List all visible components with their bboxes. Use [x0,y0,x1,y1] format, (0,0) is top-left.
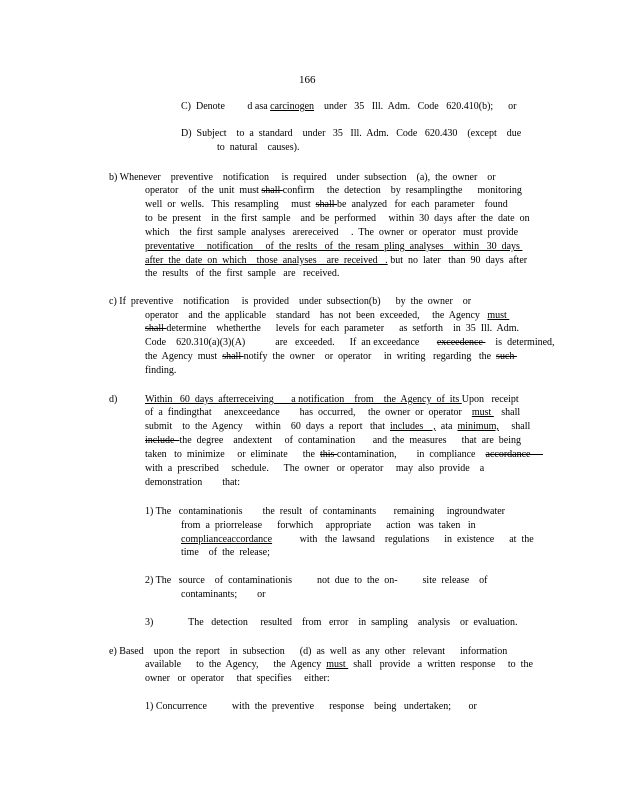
text-run: e) Based upon the report in subsection (d) as well as any other relevant information [109,646,508,657]
text-run: under 35 Ill. Adm. Code 620.410(b); or [314,101,517,112]
paragraph-b-line [145,241,522,253]
underlined-insertion: carcinogen [270,101,315,112]
underlined-insertion: includes , [389,421,436,432]
text-run: well or wells. This resampling must [145,199,316,210]
paragraph-b-line [145,227,518,239]
text-run: with the lawsand regulations in existence at the [272,534,534,545]
underlined-insertion: must [326,659,349,670]
text-run: 1) The contaminationis the result of contaminants remaining ingroundwater [145,506,506,517]
text-run: Upon receipt [461,394,519,405]
subitem-d1-line [181,547,270,559]
paragraph-d-line [145,477,240,489]
paragraph-c-line [145,323,519,335]
text-run: operator and the applicable standard has not been exceeded, the Agency [145,310,488,321]
subitem-d2-line [145,575,488,587]
text-run: c) If preventive notification is provided under subsection(b) by the owner or [109,296,472,307]
paragraph-e-line [145,673,330,685]
subitem-d1-line [145,506,505,518]
underlined-insertion: preventative notification of the reslts of the resam pling analyses within 30 days [145,241,523,252]
text-run: taken to minimize or eliminate the [145,449,320,460]
text-run: 1) Concurrence with the preventive response being undertaken; or [145,701,477,712]
text-run: D) Subject to a standard under 35 Ill. Adm. Code 620.430 (except due [181,128,522,139]
text-run: shall [498,421,531,432]
paragraph-c-line [145,365,176,377]
struck-deletion: shall [261,185,283,196]
subitem-d3-line [145,617,518,629]
struck-deletion: shall [222,351,244,362]
paragraph-d-line [145,449,543,461]
underlined-insertion: after the date on which those analyses are received . [145,255,388,266]
text-run: finding. [145,365,177,376]
text-run: from a priorrelease forwhich appropriate action was taken in [181,520,476,531]
paragraph-d-line [145,463,484,475]
underlined-insertion: minimum, [457,421,499,432]
text-run: submit to the Agency within 60 days a report that [145,421,390,432]
paragraph-e-line [145,659,533,671]
struck-deletion: shall [315,199,338,210]
underlined-insertion: must [487,310,510,321]
item-d-line [181,128,521,140]
paragraph-b-line [145,268,339,280]
struck-deletion: such [496,351,517,362]
paragraph-c-line [109,296,471,308]
subitem-d2-line [181,589,265,601]
underlined-insertion: Within 60 days afterreceiving a notification from the Agency of its [145,394,462,405]
struck-deletion: shall [145,323,167,334]
subitem-e1-line [145,701,477,713]
paragraph-b-line [109,172,496,184]
struck-deletion: exceedence [436,337,486,348]
text-run: available to the Agency, the Agency [145,659,327,670]
text-run: b) Whenever preventive notification is required under subsection (a), the owner or [109,172,496,183]
subitem-d1-line [181,520,476,532]
text-run: demonstration that: [145,477,240,488]
text-run: contaminants; or [181,589,266,600]
text-run: to natural causes). [217,142,300,153]
text-run: the degree andextent of contamination and the measures that are being [179,435,521,446]
paragraph-b-line [145,185,522,197]
underlined-insertion: must [471,407,494,418]
text-run: which the first sample analyses arereceived . The owner or operator must provide [145,227,519,238]
text-run: notify the owner or operator in writing regarding the [243,351,497,362]
text-run: contamination, in compliance [336,449,486,460]
paragraph-b-line [145,255,527,267]
paragraph-b-line [145,199,508,211]
text-run: time of the release; [181,547,270,558]
text-run: C) Denote d asa [181,101,271,112]
paragraph-d-label: d) [109,394,118,405]
struck-deletion: include [145,435,180,446]
text-run: the Agency must [145,351,223,362]
text-run: shall provide a written response to the [348,659,533,670]
text-run: is determined, [485,337,555,348]
paragraph-c-line [145,351,517,363]
paragraph-b-line [145,213,530,225]
paragraph-d-line [145,421,530,433]
paragraph-c-line [145,337,555,349]
struck-deletion: accordance [485,449,543,460]
item-c-line [181,101,517,113]
text-run: ata [435,421,458,432]
text-run: to be present in the first sample and be performed within 30 days after the date on [145,213,530,224]
text-run: operator of the unit must [145,185,262,196]
paragraph-d-line [145,407,520,419]
text-run: but no later than 90 days after [387,255,528,266]
text-run: 2) The source of contaminationis not due to the on- site release of [145,575,488,586]
text-run: of a findingthat anexceedance has occurred, the owner or operator [145,407,472,418]
text-run: owner or operator that specifies either: [145,673,330,684]
struck-deletion: this [319,449,337,460]
subitem-d1-line [181,534,534,546]
text-run: with a prescribed schedule. The owner or operator may also provide a [145,463,485,474]
text-run: 3) The detection resulted from error in sampling analysis or evaluation. [145,617,518,628]
page-number: 166 [299,74,316,86]
underlined-insertion: complianceaccordance [181,534,273,545]
text-run: shall [493,407,521,418]
text-run: Code 620.310(a)(3)(A) are exceeded. If an exceedance [145,337,437,348]
text-run: be analyzed for each parameter found [337,199,508,210]
text-run: the results of the first sample are received. [145,268,340,279]
text-run: confirm the detection by resamplingthe monitoring [282,185,522,196]
paragraph-c-line [145,310,509,322]
paragraph-e-line [109,646,507,658]
paragraph-d-line [145,394,519,406]
item-d-line [217,142,299,154]
paragraph-d-line [145,435,521,447]
text-run: determine whetherthe levels for each parameter as setforth in 35 Ill. Adm. [166,323,520,334]
